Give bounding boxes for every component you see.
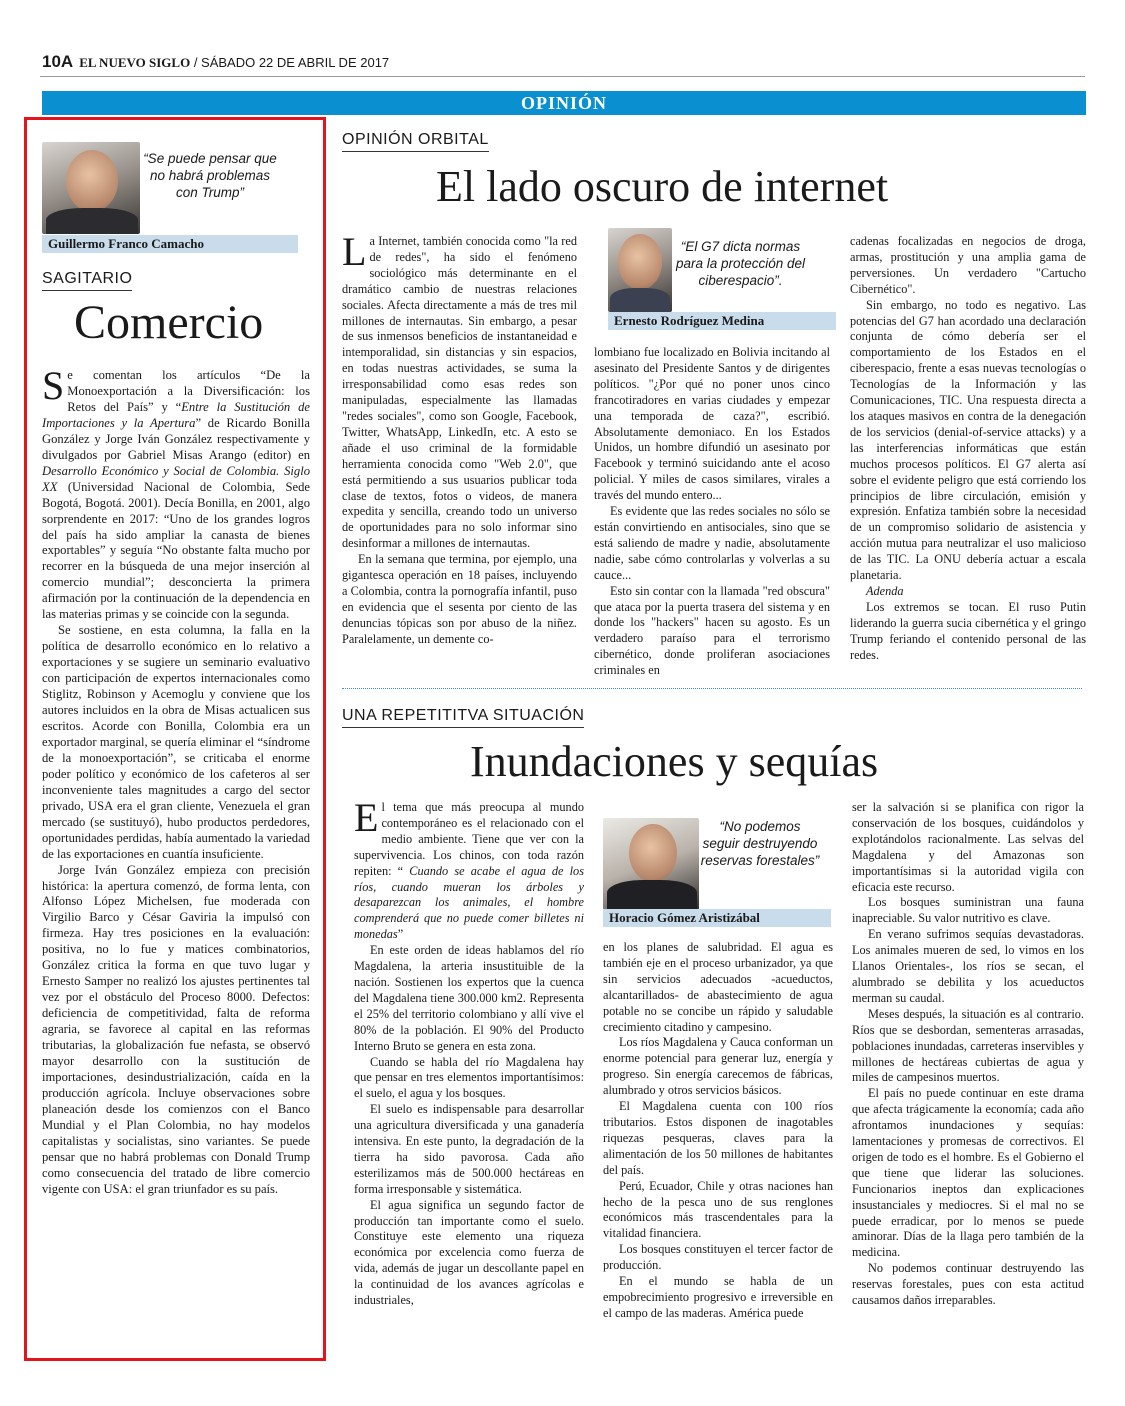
paragraph: Esto sin contar con la llamada "red obscura" que ataca por la puerta trasera del sistema y en donde los "hackers" hacen su agosto. Es un verdadero paraíso para el terrorismo cibernético, donde proliferan asociaciones criminales en	[594, 583, 830, 678]
text-run: ”	[397, 927, 404, 942]
paragraph: En la semana que termina, por ejemplo, una gigantesca operación en 18 países, incluyendo a Colombia, contra la pornografía infantil, puso en evidencia que el sesenta por ciento de las denuncias tópicas son por abuso de la niñez. Paralelamente, un demente co-	[342, 552, 577, 646]
paragraph: El Magdalena cuenta con 100 ríos tributarios. Estos disponen de inagotables riquezas pesqueras, claves para la alimentación de los 50 millones de habitantes del país.	[603, 1099, 833, 1177]
dropcap: L	[342, 229, 367, 274]
top-rule	[40, 76, 1085, 77]
paragraph: Cuando se habla del río Magdalena hay que pensar en tres elementos importantísimos: el suelo, el agua y los bosques.	[354, 1054, 584, 1101]
text-run: l tema que más preocupa al mundo contemporáneo es el relacionado con el medio ambiente. Tiene que ver con la supervivencia. Los chinos, con toda razón repiten: “	[354, 800, 584, 878]
paragraph: El agua significa un segundo factor de producción tan importante como el suelo. Constituye este elemento una riqueza económica por excelencia como fuerza de vida, además de jugar un descollante papel en la continuidad de los avances agrícolas e industriales,	[354, 1197, 584, 1308]
text-run-italic: Entre la Sustitución de Importaciones y la Apertura	[42, 399, 310, 430]
text-run: (Universidad Nacional de Colombia, Sede Bogotá, Bogotá. 2001). Decía Bonilla, en 2001, algo sorprendente en 2017: “Uno de los grandes logros del país ha sido ampliar la canasta de bienes exportables” y seguía “No obstante falta mucho por recorrer en la búsqueda de una mejor inserción al comercio mundial”; desconcierta la primera afirmación por la continuación de la dependencia en las materias primas y se coincide con la segunda.	[42, 479, 310, 622]
paragraph: Los bosques constituyen el tercer factor de producción.	[603, 1242, 833, 1273]
author-name-gomez: Horacio Gómez Aristizábal	[603, 909, 831, 927]
paragraph: Se sostiene, en esta columna, la falla en la política de desarrollo económico en lo relativo a exportaciones y se sugiere un seminario evaluativo con participación de expertos internacionales como Stiglitz, Robinson y Acemoglu y conviene que los autores incluidos en la obra de Misas actualicen sus escritos. Acorde con Bonilla, Colombia era un exportador marginal, se quería eliminar el “síndrome de la monoexportación”, se criticaba el enorme poder político y económico de los cafeteros al ser inconveniente tales magnitudes a cargo del sector privado, USA era el gran cliente, Venezuela el gran mercado (se sustituyó), hubo productos perdedores, oportunidades perdidas, había aumentado la variedad de las exportaciones en cuantía insuficiente.	[42, 623, 310, 861]
kicker-sagitario: SAGITARIO	[42, 270, 132, 291]
paragraph: Jorge Iván González empieza con precisión histórica: la apertura comenzó, de forma lenta, con Alfonso López Michelsen, fue moderada con Virgilio Barco y César Gaviria la impulsó con firmeza. Hay tres posiciones en la evaluación: positiva, no lo fue y matices combinatorios, González critica la forma en que tuvo lugar y Ernesto Samper no realizó los ajustes pertinentes tal vez por el obstáculo del Proceso 8000. Defectos: deficiencia de competitividad, falta de reforma agraria, se favorece al capital en las reformas tributarias, la globalización fue nefasta, se observó mayor desarrollo con la sustitución de importaciones, desindustrialización, caída en la producción agrícola. Incluye observaciones sobre planeación desde los comienzos con el Banco Mundial y el Plan Colombia, no hay modelos capitalistas y socialistas, sino variantes. Se puede pensar que no habrá problemas con Donald Trump como consecuencia del tratado de libre comercio vigente con USA: el gran triunfador es su país.	[42, 862, 310, 1196]
dropcap: S	[42, 363, 65, 408]
folio	[42, 52, 389, 72]
kicker-repetitiva: UNA REPETITITVA SITUACIÓN	[342, 707, 584, 728]
author-name-franco: Guillermo Franco Camacho	[42, 235, 298, 253]
paragraph: El país no puede continuar en este drama que afecta trágicamente la economía; cada año afrontamos inundaciones y sequías: lamentaciones y promesas de correctivos. El origen de todo es el hombre. Es el Gobierno el que tiene que liderar las soluciones. Funcionarios ineptos dan explicaciones insustanciales y mediocres. Si el mal no se puede erradicar, por lo menos se puede aminorar. Días de la llaga pero también de la medicina.	[852, 1086, 1084, 1260]
paragraph	[42, 363, 310, 623]
paragraph	[354, 795, 584, 943]
paragraph: Perú, Ecuador, Chile y otras naciones han hecho de la pesca uno de sus renglones económicos más trascendentales para la vitalidad financiera.	[603, 1178, 833, 1241]
article-inundaciones-col2	[603, 940, 833, 1322]
paragraph	[342, 229, 577, 552]
paragraph: El suelo es indispensable para desarrollar una agricultura diversificada y una ganadería intensiva. En este punto, la degradación de la tierra ha sido pavorosa. Cada año esterilizamos más de 500.000 hectáreas en forma irresponsable y sistemática.	[354, 1102, 584, 1196]
date-line: / SÁBADO 22 DE ABRIL DE 2017	[193, 55, 390, 70]
page-number: 10A	[42, 52, 74, 71]
text-run-italic: Cuando se acabe el agua de los ríos, cuando mueran los árboles y desaparezcan los animales, el hombre comprenderá que no puede comer billetes ni monedas	[354, 863, 584, 942]
dropcap: E	[354, 795, 379, 840]
article-body-comercio	[42, 363, 310, 1198]
article-inundaciones-col3	[852, 800, 1084, 1309]
paper-name: EL NUEVO SIGLO	[79, 55, 191, 70]
paragraph: Es evidente que las redes sociales no sólo se están convirtiendo en antisociales, sino que se está saliendo de madre y nadie, absolutamente nadie, sabe cómo controlarlas y volverlas a su cauce...	[594, 504, 830, 582]
pull-quote-franco: “Se puede pensar que no habrá problemas con Trump”	[143, 151, 277, 200]
article-internet-col1	[342, 229, 577, 648]
paragraph: Meses después, la situación es al contrario. Ríos que se desbordan, sementeras arrasadas, poblaciones inundadas, carreteras inservibles y millones de hectáreas cubiertas de agua y miles de campesinos muertos.	[852, 1006, 1084, 1085]
article-internet-col2	[594, 345, 830, 679]
author-name-rodriguez: Ernesto Rodríguez Medina	[608, 312, 836, 330]
headline-comercio: Comercio	[74, 296, 264, 349]
adenda-label: Adenda	[866, 583, 904, 598]
section-bar: OPINIÓN	[42, 91, 1086, 115]
text-run: a Internet, también conocida como "la red de redes", ha sido el fenómeno sociológico más determinante en el dramático cambio de nuestras relaciones sociales. Afecta directamente a más de tres mil millones de internautas. Sin embargo, a pesar de sus inmensos beneficios de instantaneidad e intemporalidad, sin distancias y sin espacios, en todas nuestras actividades, se suma la irresponsabilidad como esas redes son manipuladas, especialmente las llamadas "redes sociales", como son Google, Facebook, Twitter, WhatsApp, LinkedIn, etc. A esto se añade el uso criminal de la formidable herramienta conocida como "Web 2.0", que está permitiendo a sus usuarios publicar toda clase de textos, fotos o videos, de manera expedita y sencilla, creando todo un universo de oportunidades para no solo informar sino desinformar a millones de internautas.	[342, 234, 577, 551]
paragraph: lombiano fue localizado en Bolivia incitando al asesinato del Presidente Santos y de dirigentes políticos. "¿Por qué no poner unos cinco francotiradores en varias ciudades y empezar una temporada de caza?", escribió. Absolutamente demoniaco. En los Estados Unidos, un hombre difundió un asesinato por Facebook y terminó suicidando ante el acoso policial. Y miles de casos similares, virales a través del mundo entero...	[594, 345, 830, 503]
paragraph: Los bosques suministran una fauna inapreciable. Su valor nutritivo es clave.	[852, 895, 1084, 926]
paragraph: En el mundo se habla de un empobrecimiento progresivo e irreversible en el campo de las maderas. América puede	[603, 1274, 833, 1320]
author-photo-franco	[42, 142, 140, 234]
author-photo-gomez	[603, 818, 699, 910]
article-inundaciones-col1	[354, 795, 584, 1309]
paragraph: en los planes de salubridad. El agua es también eje en el proceso urbanizador, ya que sin servicios adecuados -acueductos, alcantarillados- de abastecimiento de agua potable no se concibe un rápido y saludable crecimiento citadino y campesino.	[603, 940, 833, 1034]
kicker-opinion-orbital: OPINIÓN ORBITAL	[342, 131, 489, 152]
paragraph: En este orden de ideas hablamos del río Magdalena, la arteria insustituible de la nación. Sostienen los expertos que la cuenca del Magdalena tiene 300.000 km2. Representa el 25% del territorio colombiano y allí vive el 80% de la población. El 90% del Producto Interno Bruto se genera en esta zona.	[354, 943, 584, 1053]
text-run: e comentan los artículos “De la Monoexportación a la Diversificación: los Retos del País” y “	[67, 368, 310, 414]
author-photo-rodriguez	[608, 228, 672, 312]
paragraph: En verano sufrimos sequías devastadoras. Los animales mueren de sed, lo vimos en los Llanos Orientales-, los ríos se secan, el alumbrado se debilita y los acueductos merman su caudal.	[852, 927, 1084, 1005]
headline-inundaciones: Inundaciones y sequías	[470, 737, 879, 786]
headline-internet: El lado oscuro de internet	[436, 162, 889, 211]
text-run-italic: Desarrollo Económico y Social de Colombia. Siglo XX	[42, 463, 310, 494]
paragraph: Sin embargo, no todo es negativo. Las potencias del G7 han acordado una declaración conjunta de cómo debería ser el comportamiento de los Estados en el ciberespacio, frente a esas nuevas tecnologías o Tecnologías de la Información y las Comunicaciones, TIC. Una respuesta directa a los ataques masivos en contra de la denegación de los servicios (denial-of-service attacks) y a las interferencias informáticas que están muchos procesos políticos. El G7 alerta así sobre el evidente peligro que está corriendo los principios de libre circulación, emisión y expresión. Enfatiza también sobre la necesidad de un compromiso solidario de asistencia y acción mutua para neutralizar el uso malicioso de las TIC. La ONU debería actuar a escala planetaria.	[850, 297, 1086, 583]
pull-quote-rodriguez: “El G7 dicta normas para la protección del ciberespacio”.	[675, 239, 806, 288]
article-internet-col3	[850, 234, 1086, 663]
paragraph: No podemos continuar destruyendo las reservas forestales, pues con esta actitud causamos daños irreparables.	[852, 1261, 1084, 1308]
paragraph: Los extremos se tocan. El ruso Putin liderando la guerra sucia cibernética y el gringo Trump feriando el contenido personal de las redes.	[850, 599, 1086, 662]
paragraph: cadenas focalizadas en negocios de droga, armas, prostitución y una amplia gama de perversiones. Un verdadero "Cartucho Cibernético".	[850, 234, 1086, 296]
paragraph: Los ríos Magdalena y Cauca conforman un enorme potencial para generar luz, energía y progreso. Sin energía carecemos de fábricas, alumbrado y otros servicios básicos.	[603, 1035, 833, 1098]
paragraph: ser la salvación si se planifica con rigor la conservación de los bosques, cuidándolos y explotándolos racionalmente. Las selvas del Magdalena y del Amazonas son importantísimas si la autoridad vigila con eficacia este recurso.	[852, 800, 1084, 894]
pull-quote-gomez: “No podemos seguir destruyendo reservas forestales”	[700, 819, 820, 868]
text-run: ” de Ricardo Bonilla González y Jorge Iván González respectivamente y divulgados por Gabriel Misas Arango (editor) en	[42, 415, 310, 462]
section-divider	[342, 688, 1082, 689]
